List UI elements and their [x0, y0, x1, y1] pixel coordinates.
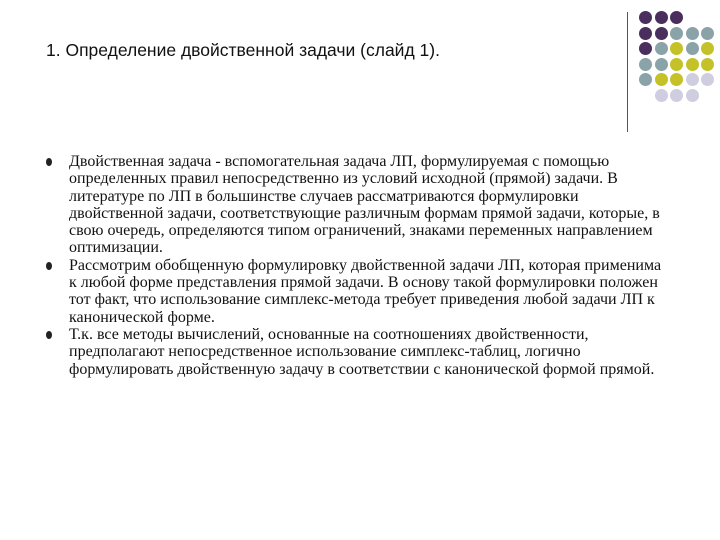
bullet-text: Двойственная задача - вспомогательная задача ЛП, формулируемая с помощью определенных правил непосредственно из условий исходной (прямой) задачи. В литературе по ЛП в большинстве случаев рассматриваются формулировки двойственной задачи, соответствующие различным формам прямой задачи, которые, в свою очередь, определяются типом ограничений, знаками переменных направлением оптимизации. — [69, 153, 660, 257]
decorative-dot — [639, 58, 652, 71]
decorative-dot — [670, 42, 683, 55]
decorative-dot — [639, 11, 652, 24]
decorative-dot — [686, 42, 699, 55]
decorative-dot — [701, 73, 714, 86]
decorative-dot — [655, 11, 668, 24]
decorative-dot — [686, 89, 699, 102]
decorative-dot — [655, 58, 668, 71]
decorative-dot — [686, 73, 699, 86]
decorative-dot — [670, 11, 683, 24]
bullet-list — [46, 153, 666, 378]
bullet-icon — [46, 262, 52, 270]
decorative-dot — [655, 89, 668, 102]
decorative-dot — [686, 27, 699, 40]
decorative-dot — [670, 73, 683, 86]
bullet-text: Рассмотрим обобщенную формулировку двойственной задачи ЛП, которая применима к любой форме представления прямой задачи. В основу такой формулировки положен тот факт, что использование симплекс-метода требует приведения любой задачи ЛП к канонической форме. — [69, 256, 662, 326]
bullet-icon — [46, 158, 52, 166]
decorative-dot — [701, 42, 714, 55]
decorative-dot — [639, 73, 652, 86]
bullet-icon — [46, 331, 52, 339]
decorative-dot — [655, 27, 668, 40]
vertical-divider — [627, 12, 628, 132]
decorative-dot — [670, 89, 683, 102]
decorative-dot — [655, 73, 668, 86]
decorative-dot — [686, 58, 699, 71]
decorative-dot — [639, 27, 652, 40]
decorative-dot — [670, 58, 683, 71]
decorative-dot — [655, 42, 668, 55]
decorative-dot — [639, 42, 652, 55]
bullet-text: Т.к. все методы вычислений, основанные на соотношениях двойственности, предполагают непосредственное использование симплекс-таблиц, логично формулировать двойственную задачу в соответствии с канонической формой прямой. — [69, 325, 655, 378]
bullet-item — [46, 257, 666, 326]
decorative-dot — [670, 27, 683, 40]
decorative-dot — [701, 58, 714, 71]
decorative-dot — [701, 27, 714, 40]
bullet-item — [46, 153, 666, 257]
bullet-item — [46, 326, 666, 378]
slide-title: 1. Определение двойственной задачи (слайд 1). — [46, 40, 440, 60]
